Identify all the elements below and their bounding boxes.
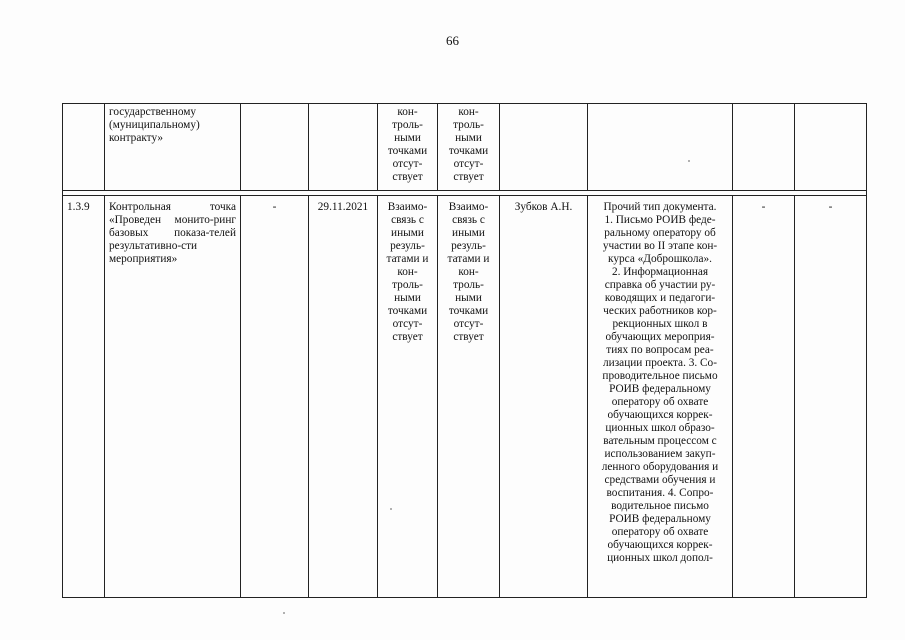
scan-speck — [390, 508, 392, 510]
cell-start-date: - — [241, 196, 309, 598]
table-row — [63, 196, 867, 598]
cell-document: Прочий тип документа. 1. Письмо РОИВ феде- ральному оператору об участии во II этапе кон- курса «Доброшкола». 2. Информационная справка об участии ру- ководящих и педагоги- ческих работников кор- рекционных школ в обучающих мероприя- тиях по вопросам реа- лизации проекта. 3. Со- проводительное письмо РОИВ федеральному оператору об охвате обучающихся коррек- ционных школ образо- вательным процессом с использованием закуп- ленного оборудования и средствами обучения и воспитания. 4. Сопро- водительное письмо РОИВ федеральному оператору об охвате обучающихся коррек- ционных школ допол- — [588, 196, 733, 598]
cell-extra — [795, 104, 867, 191]
cell-level: - — [733, 196, 795, 598]
cell-extra: - — [795, 196, 867, 598]
cell-links-next: кон- троль- ными точками отсут- ствует — [438, 104, 500, 191]
cell-end-date: 29.11.2021 — [309, 196, 378, 598]
scan-speck — [283, 612, 285, 614]
page-number: 66 — [446, 33, 459, 48]
cell-description: государственному (муниципальному) контракту» — [105, 104, 241, 191]
cell-document — [588, 104, 733, 191]
cell-number: 1.3.9 — [63, 196, 105, 598]
cell-links-prev: Взаимо- связь с иными резуль- татами и кон- троль- ными точками отсут- ствует — [378, 196, 438, 598]
scan-speck — [688, 160, 690, 162]
results-table — [62, 103, 867, 598]
cell-links-prev: кон- троль- ными точками отсут- ствует — [378, 104, 438, 191]
cell-responsible: Зубков А.Н. — [500, 196, 588, 598]
cell-level — [733, 104, 795, 191]
cell-start-date — [241, 104, 309, 191]
cell-links-next: Взаимо- связь с иными резуль- татами и кон- троль- ными точками отсут- ствует — [438, 196, 500, 598]
cell-responsible — [500, 104, 588, 191]
table-row — [63, 104, 867, 191]
cell-description: Контрольная точка «Проведен монито-ринг базовых показа-телей результативно-сти мероприятия» — [105, 196, 241, 598]
cell-number — [63, 104, 105, 191]
cell-end-date — [309, 104, 378, 191]
